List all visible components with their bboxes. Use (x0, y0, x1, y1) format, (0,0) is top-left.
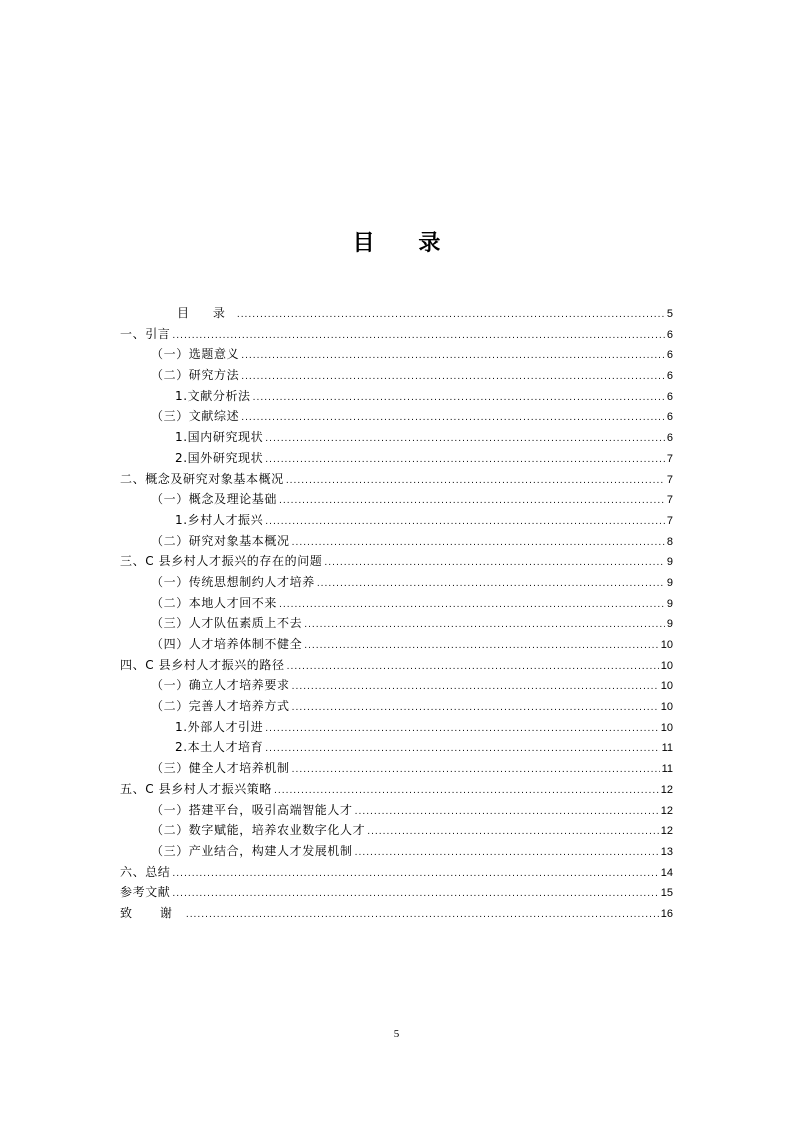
toc-entry-page: 6 (666, 328, 673, 341)
toc-entry-section[interactable] (120, 613, 673, 634)
toc-entry-label: （一）确立人才培养要求 (151, 678, 290, 693)
toc-entry-page: 9 (666, 618, 673, 631)
toc-leader-dots (304, 615, 665, 636)
table-of-contents (120, 303, 673, 924)
toc-entry-label: 参考文献 (120, 885, 171, 900)
toc-entry-page: 12 (660, 825, 673, 838)
page-title: 目 录 (352, 231, 459, 256)
toc-entry-subsection[interactable] (120, 717, 673, 738)
toc-entry-section[interactable] (120, 758, 673, 779)
toc-leader-dots (292, 677, 659, 698)
toc-entry-page: 10 (660, 701, 673, 714)
toc-entry-label: 目 录 (177, 306, 235, 320)
toc-entry-label: 2.本土人才培育 (175, 740, 264, 755)
toc-entry-label: 2.国外研究现状 (175, 450, 264, 465)
toc-entry-label: 致 谢 (120, 905, 184, 920)
toc-leader-dots (186, 905, 659, 926)
toc-leader-dots (265, 719, 659, 740)
toc-entry-page: 10 (660, 680, 673, 693)
toc-entry-page: 11 (661, 742, 673, 755)
toc-entry-page: 7 (666, 452, 673, 465)
toc-leader-dots (241, 367, 665, 388)
toc-entry-section[interactable] (120, 489, 673, 510)
toc-entry-chapter[interactable] (120, 469, 673, 490)
toc-entry-label: 四、C 县乡村人才振兴的路径 (120, 657, 285, 672)
toc-leader-dots (265, 512, 665, 533)
toc-entry-label: （一）传统思想制约人才培养 (151, 574, 315, 589)
toc-leader-dots (367, 822, 659, 843)
toc-entry-page: 12 (660, 804, 673, 817)
toc-leader-dots (172, 864, 658, 885)
toc-entry-label: 1.文献分析法 (175, 388, 251, 403)
toc-leader-dots (292, 698, 659, 719)
toc-leader-dots (265, 739, 659, 760)
toc-entry-label: （二）研究对象基本概况 (151, 533, 290, 548)
toc-leader-dots (172, 884, 658, 905)
toc-entry-subsection[interactable] (120, 737, 673, 758)
toc-entry-chapter[interactable] (120, 779, 673, 800)
toc-entry-section[interactable] (120, 800, 673, 821)
toc-entry-page: 10 (660, 721, 673, 734)
toc-entry-section[interactable] (120, 572, 673, 593)
toc-entry-page: 12 (660, 783, 673, 796)
toc-entry-label: 1.乡村人才振兴 (175, 512, 264, 527)
toc-entry-label: （一）搭建平台，吸引高端智能人才 (151, 802, 353, 817)
toc-entry-page: 13 (660, 845, 673, 858)
toc-entry-chapter[interactable] (120, 882, 673, 903)
toc-leader-dots (286, 471, 665, 492)
toc-entry-label: 五、C 县乡村人才振兴策略 (120, 781, 272, 796)
toc-leader-dots (237, 305, 665, 326)
toc-leader-dots (355, 802, 659, 823)
page-number: 5 (393, 1028, 400, 1040)
toc-entry-label: 二、概念及研究对象基本概况 (120, 471, 284, 486)
toc-entry-label: 一、引言 (120, 326, 171, 341)
toc-entry-chapter[interactable] (120, 655, 673, 676)
toc-entry-chapter[interactable] (120, 862, 673, 883)
toc-entry-label: （三）健全人才培养机制 (151, 761, 290, 776)
toc-entry-label: 三、C 县乡村人才振兴的存在的问题 (120, 554, 323, 569)
toc-entry-page: 5 (666, 308, 673, 320)
toc-entry-page: 9 (666, 576, 673, 589)
toc-entry-section[interactable] (120, 696, 673, 717)
toc-leader-dots (324, 553, 664, 574)
toc-entry-label: （二）研究方法 (151, 368, 240, 383)
toc-entry-subsection[interactable] (120, 510, 673, 531)
toc-leader-dots (292, 760, 660, 781)
toc-entry-section[interactable] (120, 820, 673, 841)
toc-entry-page: 9 (666, 597, 673, 610)
toc-leader-dots (279, 491, 665, 512)
toc-leader-dots (241, 346, 665, 367)
toc-entry-page: 6 (666, 411, 673, 424)
toc-entry-chapter[interactable] (120, 324, 673, 345)
toc-entry-page: 6 (666, 432, 673, 445)
toc-entry-chapter[interactable] (120, 903, 673, 924)
toc-entry-subsection[interactable] (120, 427, 673, 448)
toc-entry-page: 10 (660, 659, 673, 672)
toc-entry-section[interactable] (120, 531, 673, 552)
toc-leader-dots (274, 781, 659, 802)
toc-entry-page: 9 (666, 556, 673, 569)
toc-entry-label: 六、总结 (120, 864, 171, 879)
toc-entry-page: 15 (660, 887, 673, 900)
toc-entry-page: 16 (660, 907, 673, 920)
toc-entry-page: 10 (660, 639, 673, 651)
toc-entry-label: （三）文献综述 (151, 409, 240, 424)
toc-entry-label: （四）人才培养体制不健全 (151, 637, 303, 651)
toc-leader-dots (292, 533, 665, 554)
toc-entry-section[interactable] (120, 593, 673, 614)
toc-entry-page: 11 (661, 763, 673, 776)
toc-leader-dots (172, 326, 664, 347)
toc-entry-page: 6 (666, 349, 673, 362)
toc-entry-label: （一）选题意义 (151, 347, 240, 362)
toc-entry-label: （一）概念及理论基础 (151, 492, 278, 507)
toc-entry-page: 7 (666, 514, 673, 527)
toc-entry-section[interactable] (120, 675, 673, 696)
toc-entry-section[interactable] (120, 365, 673, 386)
toc-leader-dots (265, 450, 665, 471)
toc-leader-dots (355, 843, 659, 864)
toc-entry-subsection[interactable] (120, 386, 673, 407)
toc-entry-chapter[interactable] (120, 551, 673, 572)
toc-entry-label: 1.国内研究现状 (175, 430, 264, 445)
toc-entry-label: （三）产业结合，构建人才发展机制 (151, 843, 353, 858)
toc-entry-section[interactable] (120, 634, 673, 655)
toc-entry-page: 14 (660, 866, 673, 879)
toc-leader-dots (304, 636, 659, 657)
toc-leader-dots (317, 574, 665, 595)
toc-entry-label: （二）完善人才培养方式 (151, 699, 290, 714)
toc-entry-label: （二）数字赋能，培养农业数字化人才 (151, 823, 366, 838)
toc-leader-dots (279, 595, 665, 616)
toc-entry-page: 6 (666, 390, 673, 403)
toc-entry-section[interactable] (120, 344, 673, 365)
toc-entry-page: 7 (666, 473, 673, 486)
toc-entry-label: （二）本地人才回不来 (151, 595, 278, 610)
toc-leader-dots (253, 388, 665, 409)
toc-entry-page: 7 (666, 494, 673, 507)
toc-leader-dots (265, 429, 665, 450)
toc-entry-label: 1.外部人才引进 (175, 719, 264, 734)
toc-entry-label: （三）人才队伍素质上不去 (151, 616, 303, 631)
toc-leader-dots (287, 657, 659, 678)
toc-entry-section[interactable] (120, 406, 673, 427)
toc-entry-section[interactable] (120, 841, 673, 862)
toc-leader-dots (241, 408, 665, 429)
toc-entry-page: 8 (666, 535, 673, 548)
toc-entry-page: 6 (666, 370, 673, 383)
toc-entry-subsection[interactable] (120, 448, 673, 469)
toc-entry-contents[interactable] (120, 303, 673, 324)
